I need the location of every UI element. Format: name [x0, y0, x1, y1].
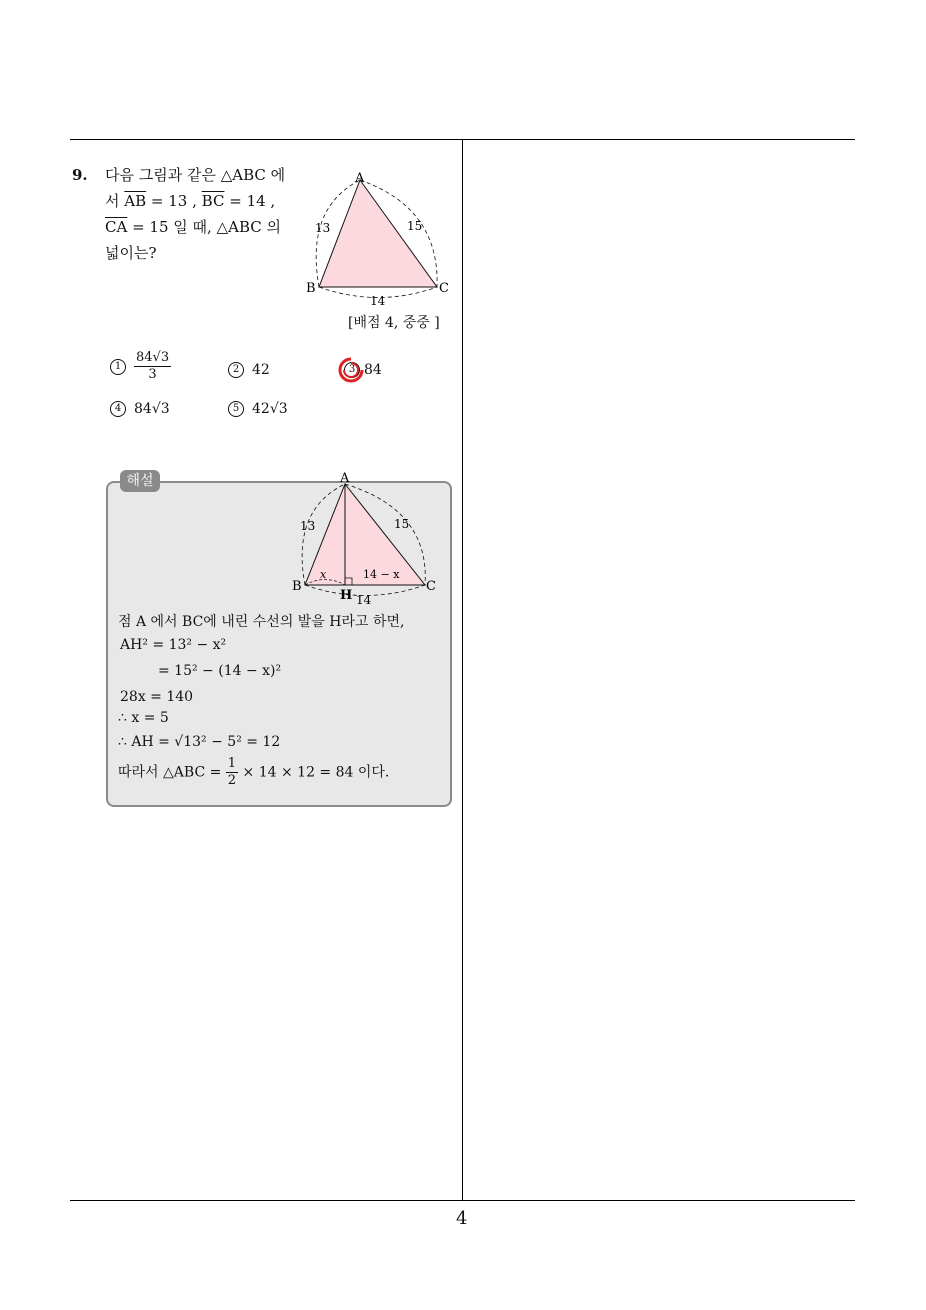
triangle-figure — [300, 168, 460, 308]
choice-2-value: 42 — [252, 362, 270, 378]
solution-line-4: 28x = 140 — [120, 689, 194, 705]
solution-line-6: ∴ AH = √13² − 5² = 12 — [118, 734, 281, 750]
problem-line-4: 넓이는? — [105, 244, 157, 262]
sol-length-bh: x — [320, 568, 327, 581]
choice-5-mark: 5 — [228, 401, 244, 417]
vertex-c: C — [439, 281, 449, 296]
problem-line-2: 서 $\overline{AB} = 13$ , $\overline{BC} = 14$ , — [105, 192, 276, 210]
sol-vertex-b: B — [292, 579, 302, 594]
segment-ab: $\overline{AB}$ — [124, 192, 147, 210]
choice-5[interactable] — [228, 401, 288, 417]
solution-figure — [288, 470, 448, 610]
solution-line-1: 점 A 에서 BC에 내린 수선의 발을 H라고 하면, — [118, 614, 405, 630]
segment-ca: $\overline{CA}$ — [105, 218, 128, 236]
vertex-b: B — [306, 281, 316, 296]
length-ac: 15 — [407, 219, 423, 233]
choice-4-value: 84√3 — [134, 401, 170, 417]
sol-length-ab: 13 — [300, 519, 316, 533]
sol-length-bc: 14 — [356, 593, 372, 607]
sol-foot-h: H — [340, 588, 353, 603]
choice-5-value: 42√3 — [252, 401, 288, 417]
column-divider — [462, 139, 463, 1201]
solution-tag: 해설 — [120, 470, 160, 492]
sol-length-ac: 15 — [394, 517, 410, 531]
sol-vertex-a: A — [340, 471, 350, 486]
triangle-abc — [319, 180, 437, 287]
problem-meta: [배점 4, 중중 ] — [348, 315, 440, 331]
solution-line-3: = 15² − (14 − x)² — [158, 663, 282, 679]
problem-line-3: $\overline{CA} = 15$ 일 때, △ABC 의 — [105, 218, 281, 236]
choice-3-value: 84 — [364, 362, 382, 378]
problem-line-1: 다음 그림과 같은 △ABC 에 — [105, 166, 286, 184]
page-number: 4 — [456, 1208, 468, 1229]
choice-2-mark: 2 — [228, 362, 244, 378]
choice-2[interactable] — [228, 362, 270, 378]
segment-bc: $\overline{BC}$ — [201, 192, 225, 210]
solution-line-7: 따라서 △ABC = $\frac{1}{2}$ × 14 × 12 = 84 이다. — [118, 756, 390, 788]
solution-line-5: ∴ x = 5 — [118, 710, 169, 726]
sol-length-hc: 14 − x — [363, 568, 400, 581]
choice-3-mark: 3 — [344, 362, 360, 378]
choice-1-mark: 1 — [110, 359, 126, 375]
sol-vertex-c: C — [426, 579, 436, 594]
problem-number: 9. — [72, 166, 88, 184]
length-bc: 14 — [370, 294, 386, 308]
choice-1[interactable] — [110, 350, 171, 383]
solution-line-2: AH² = 13² − x² — [120, 637, 227, 653]
choice-4-mark: 4 — [110, 401, 126, 417]
choice-1-value: $\frac{84√3}{3}$ — [136, 350, 170, 382]
selected-answer-mark — [336, 355, 366, 385]
length-ab: 13 — [315, 221, 331, 235]
choice-4[interactable] — [110, 401, 170, 417]
vertex-a: A — [355, 171, 365, 186]
